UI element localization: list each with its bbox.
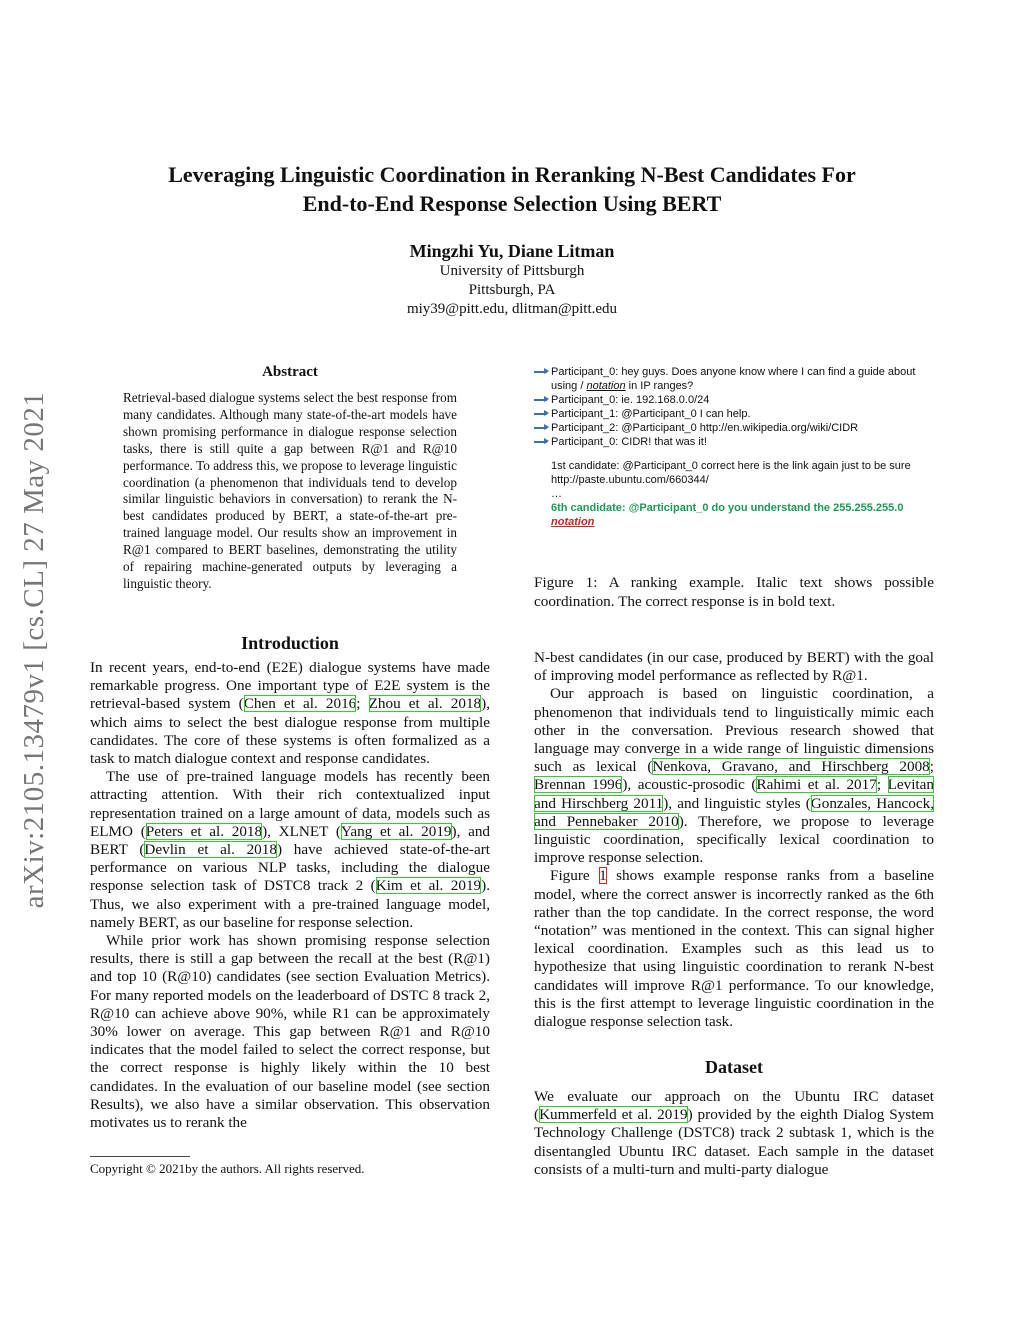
citation-zhou-2018[interactable]: Zhou et al. 2018: [368, 695, 482, 713]
figure-1: [534, 365, 934, 529]
coordination-word: notation: [551, 516, 595, 528]
citation-yang-2019[interactable]: Yang et al. 2019: [340, 822, 452, 840]
arrow-icon: [534, 441, 547, 443]
candidate-6-correct: 6th candidate: @Participant_0 do you understand the 255.255.255.0 notation: [551, 502, 904, 528]
figure-1-caption: Figure 1: A ranking example. Italic text shows possible coordination. The correct response is in bold text.: [534, 574, 934, 610]
right-column-body: [534, 649, 934, 1031]
intro-paragraph-3: While prior work has shown promising response selection results, there is still a gap between the recall at the best (R@1) and top 10 (R@10) candidates (see section Evaluation Metrics). For many reported models on the leaderboard of DSTC 8 track 2, R@10 can achieve above 90%, while R1 can be approximately 30% lower on average. This gap between R@1 and R@10 indicates that the model failed to select the correct response, but the correct response is highly likely within the 10 best candidates. In the evaluation of our baseline model (see section Results), we also have a similar observation. This observation motivates us to rerank the: [90, 932, 490, 1132]
introduction-heading: Introduction: [241, 633, 339, 653]
citation-devlin-2018[interactable]: Devlin et al. 2018: [144, 841, 277, 859]
title-line-2: End-to-End Response Selection Using BERT: [302, 191, 722, 216]
citation-levitan-2011[interactable]: Levitan and Hirschberg 2011: [534, 776, 934, 812]
title-line-1: Leveraging Linguistic Coordination in Reranking N-Best Candidates For: [168, 162, 856, 187]
citation-rahimi-2017[interactable]: Rahimi et al. 2017: [756, 776, 877, 794]
intro-paragraph-2: The use of pre-trained language models has recently been attracting attention. With their rich contextualized input representation trained on a large amount of data, models such as ELMO (Peters et al. 2018), XLNET (Yang et al. 2019), and BERT (Devlin et al. 2018) have achieved state-of-the-art performance on various NLP tasks, including the dialogue response selection task of DSTC8 track 2 (Kim et al. 2019). Thus, we also experiment with a pre-trained language model, namely BERT, as our baseline for response selection.: [90, 768, 491, 931]
citation-nenkova-2008[interactable]: Nenkova, Gravano, and Hirschberg 2008: [652, 758, 930, 776]
abstract-heading: Abstract: [262, 364, 318, 380]
dialogue-turn: Participant_2: @Participant_0 http://en.wikipedia.org/wiki/CIDR: [534, 421, 934, 435]
abstract-text: Retrieval-based dialogue systems select the best response from many candidates. Although many state-of-the-art models have shown promising performance in dialogue response selection tasks, there is still quite a gap between R@1 and R@10 performance. To address this, we propose to leverage linguistic coordination (a phenomenon that individuals tend to develop similar linguistic behaviors in conversation) to rerank the N-best candidates produced by BERT, a state-of-the-art pre-trained language model. Our results show an improvement in R@1 compared to BERT baselines, demonstrating the utility of repairing machine-generated outputs by leveraging a linguistic theory.: [123, 390, 457, 591]
citation-chen-2016[interactable]: Chen et al. 2016: [243, 695, 357, 713]
location: Pittsburgh, PA: [468, 282, 556, 298]
arxiv-stamp: arXiv:2105.13479v1 [cs.CL] 27 May 2021: [18, 391, 50, 909]
paper-title: [100, 160, 924, 218]
dataset-heading: Dataset: [705, 1057, 763, 1077]
arrow-icon: [534, 427, 547, 429]
intro-paragraph-1: In recent years, end-to-end (E2E) dialogue systems have made remarkable progress. One important type of E2E system is the retrieval-based system (Chen et al. 2016; Zhou et al. 2018), which aims to select the best dialogue response from multiple candidates. The core of these systems is often formalized as a task to match dialogue context and response candidates.: [90, 659, 490, 768]
right-paragraph-2: Our approach is based on linguistic coordination, a phenomenon that individuals tend to linguistically mimic each other in the conversation. Previous research showed that language may converge in a wide range of linguistic dimensions such as lexical (Nenkova, Gravano, and Hirschberg 2008; Brennan 1996), acoustic-prosodic (Rahimi et al. 2017; Levitan and Hirschberg 2011), and linguistic styles (Gonzales, Hancock, and Pennebaker 2010). Therefore, we propose to leverage linguistic coordination, specifically lexical coordination to improve response selection.: [534, 685, 934, 867]
arrow-icon: [534, 371, 547, 373]
citation-brennan-1996[interactable]: Brennan 1996: [534, 776, 623, 794]
dataset-body: [534, 1088, 934, 1179]
affiliation: University of Pittsburgh: [439, 263, 585, 279]
authors: Mingzhi Yu, Diane Litman: [409, 241, 615, 261]
citation-kummerfeld-2019[interactable]: Kummerfeld et al. 2019: [539, 1106, 688, 1124]
right-paragraph-1: N-best candidates (in our case, produced by BERT) with the goal of improving model performance as reflected by R@1.: [534, 649, 934, 685]
left-column-body: [90, 659, 490, 1132]
dialogue-turn: Participant_1: @Participant_0 I can help.: [534, 407, 934, 421]
dialogue-turn: Participant_0: ie. 192.168.0.0/24: [534, 393, 934, 407]
footnote-rule: [90, 1156, 190, 1157]
citation-kim-2019[interactable]: Kim et al. 2019: [375, 877, 482, 895]
candidate-ellipsis: …: [551, 488, 562, 500]
arrow-icon: [534, 413, 547, 415]
citation-peters-2018[interactable]: Peters et al. 2018: [145, 822, 263, 840]
figure-1-reference[interactable]: 1: [599, 867, 607, 885]
candidate-1: 1st candidate: @Participant_0 correct here is the link again just to be sure http://paste.ubuntu.com/660344/: [551, 460, 911, 486]
right-paragraph-3: Figure 1 shows example response ranks from a baseline model, where the correct answer is incorrectly ranked as the 6th rather than the top candidate. In the correct response, the word “notation” was mentioned in the context. This can signal higher lexical coordination. Examples such as this lead us to hypothesize that using linguistic coordination to rerank N-best candidates will improve R@1 performance. To our knowledge, this is the first attempt to leverage linguistic coordination in the dialogue response selection task.: [534, 867, 934, 1031]
dialogue-turn: Participant_0: CIDR! that was it!: [534, 435, 934, 449]
dialogue-turn: Participant_0: hey guys. Does anyone know where I can find a guide about using / notation in IP ranges?: [534, 365, 934, 393]
arrow-icon: [534, 399, 547, 401]
copyright-footnote: Copyright © 2021by the authors. All rights reserved.: [90, 1161, 365, 1176]
citation-gonzales-2010[interactable]: Gonzales, Hancock, and Pennebaker 2010: [534, 794, 934, 830]
emails: miy39@pitt.edu, dlitman@pitt.edu: [406, 301, 618, 317]
dataset-paragraph-1: We evaluate our approach on the Ubuntu IRC dataset (Kummerfeld et al. 2019) provided by the eighth Dialog System Technology Challenge (DSTC8) track 2 subtask 1, which is the disentangled Ubuntu IRC dataset. Each sample in the dataset consists of a multi-turn and multi-party dialogue: [534, 1088, 934, 1178]
